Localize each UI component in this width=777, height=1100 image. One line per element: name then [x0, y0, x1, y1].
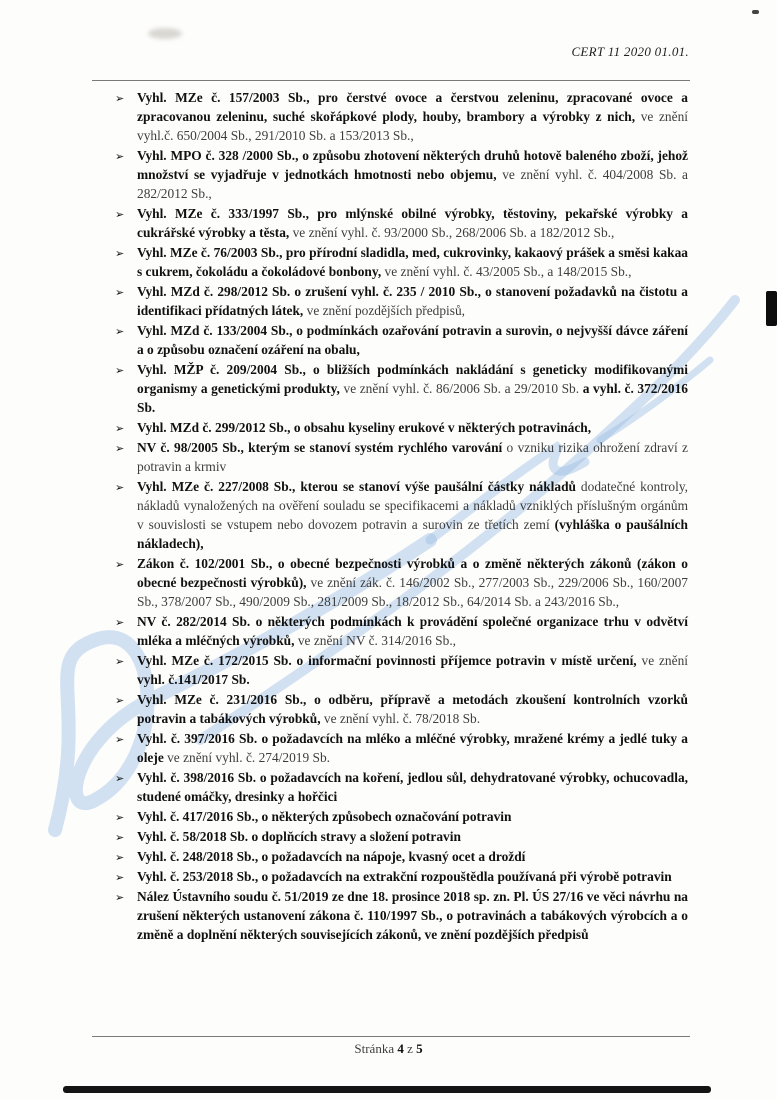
arrow-bullet-icon: ➢ — [115, 772, 125, 785]
scan-artifact-top — [752, 10, 759, 14]
text-segment: Vyhl. č. 398/2016 Sb. o požadavcích na koření, jedlou sůl, dehydratované výrobky, ochucovadla, studené omáčky, dresinky a hořčici — [137, 770, 688, 804]
text-segment: NV č. 98/2005 Sb., kterým se stanoví systém rychlého varování — [137, 440, 503, 455]
regulation-text — [137, 829, 461, 844]
regulation-list — [115, 88, 688, 945]
text-segment: ve znění — [636, 653, 688, 668]
arrow-bullet-icon: ➢ — [115, 92, 125, 105]
text-segment: ve znění vyhl.č. 650/2004 Sb., 291/2010 Sb. a 153/2013 Sb., — [137, 109, 688, 143]
regulation-item — [115, 554, 688, 611]
text-segment: Vyhl. MZd č. 298/2012 Sb. o zrušení vyhl. č. 235 / 2010 Sb., o stanovení požadavků na čistotu a identifikaci přídatných látek, — [137, 284, 688, 318]
text-segment: Vyhl. MZe č. 172/2015 Sb. o informační povinnosti příjemce potravin v místě určení, — [137, 653, 637, 668]
text-segment: o vzniku rizika ohrožení zdraví z potravin a krmiv — [137, 440, 688, 474]
regulation-text — [137, 869, 672, 884]
regulation-text — [137, 556, 688, 609]
arrow-bullet-icon: ➢ — [115, 891, 125, 904]
regulation-item — [115, 438, 688, 476]
text-segment: ve znění vyhl. č. 274/2019 Sb. — [163, 750, 331, 765]
regulation-item — [115, 243, 688, 281]
text-segment: ve znění zák. č. 146/2002 Sb., 277/2003 Sb., 229/2006 Sb., 160/2007 Sb., 378/2007 Sb., 490/2009 Sb., 281/2009 Sb., 18/2012 Sb., 64/2014 Sb. a 243/2016 Sb., — [137, 575, 688, 609]
regulation-item — [115, 204, 688, 242]
arrow-bullet-icon: ➢ — [115, 325, 125, 338]
regulation-text — [137, 849, 525, 864]
regulation-item — [115, 827, 688, 846]
regulation-item — [115, 729, 688, 767]
regulation-item — [115, 807, 688, 826]
text-segment: Vyhl. MZe č. 227/2008 Sb., kterou se stanoví výše paušální částky nákladů — [137, 479, 576, 494]
text-segment: a vyhl. č. 372/2016 Sb. — [137, 381, 688, 415]
regulation-item — [115, 146, 688, 203]
regulation-text — [137, 206, 688, 240]
text-segment: 4 — [397, 1041, 404, 1056]
arrow-bullet-icon: ➢ — [115, 851, 125, 864]
text-segment: ve znění pozdějších předpisů, — [303, 303, 466, 318]
text-segment: ve znění NV č. 314/2016 Sb., — [294, 633, 457, 648]
text-segment: Vyhl. č. 417/2016 Sb., o některých způsobech označování potravin — [137, 809, 512, 824]
text-segment: Vyhl. MŽP č. 209/2004 Sb., o bližších podmínkách nakládání s geneticky modifikovanými organismy a genetickými produkty, — [137, 362, 688, 396]
regulation-text — [137, 809, 511, 824]
regulation-item — [115, 887, 688, 944]
arrow-bullet-icon: ➢ — [115, 811, 125, 824]
text-segment: Vyhl. č. 58/2018 Sb. o doplňcích stravy a složení potravin — [137, 829, 461, 844]
arrow-bullet-icon: ➢ — [115, 247, 125, 260]
regulation-text — [137, 362, 688, 415]
regulation-item — [115, 690, 688, 728]
text-segment: Vyhl. č. 253/2018 Sb., o požadavcích na extrakční rozpouštědla používaná při výrobě potravin — [137, 869, 672, 884]
arrow-bullet-icon: ➢ — [115, 422, 125, 435]
regulation-item — [115, 282, 688, 320]
text-segment: vyhl. č.141/2017 Sb. — [137, 672, 250, 687]
header-divider — [92, 80, 690, 81]
text-segment: ve znění vyhl. č. 93/2000 Sb., 268/2006 Sb. a 182/2012 Sb., — [289, 225, 615, 240]
text-segment: dodatečné kontroly, nákladů vynaložených na ověření souladu se specifikacemi a nákladů vzniklých příslušným orgánům v souvislosti se vstupem nebo dovozem potravin a surovin ze třetích zemí — [137, 479, 689, 532]
text-segment: NV č. 282/2014 Sb. o některých podmínkách k provádění společné organizace trhu v odvětví mléka a mléčných výrobků, — [137, 614, 688, 648]
arrow-bullet-icon: ➢ — [115, 616, 125, 629]
text-segment: Vyhl. MZe č. 76/2003 Sb., pro přírodní sladidla, med, cukrovinky, kakaový prášek a směsi kakaa s cukrem, čokoládu a čokoládové bonbony, — [137, 245, 688, 279]
arrow-bullet-icon: ➢ — [115, 442, 125, 455]
arrow-bullet-icon: ➢ — [115, 208, 125, 221]
text-segment: ve znění vyhl. č. 86/2006 Sb. a 29/2010 Sb. — [339, 381, 580, 396]
text-segment: Zákon č. 102/2001 Sb., o obecné bezpečnosti výrobků a o změně některých zákonů (zákon o obecné bezpečnosti výrobků), — [137, 556, 688, 590]
regulation-text — [137, 90, 688, 143]
regulation-item — [115, 418, 688, 437]
regulation-text — [137, 653, 688, 687]
text-segment: Vyhl. č. 248/2018 Sb., o požadavcích na nápoje, kvasný ocet a droždí — [137, 849, 526, 864]
regulation-text — [137, 889, 688, 942]
regulation-item — [115, 477, 688, 553]
regulation-text — [137, 614, 688, 648]
text-segment: Vyhl. MZd č. 133/2004 Sb., o podmínkách ozařování potravin a surovin, o nejvyšší dávce záření a o způsobu označení ozáření na obalu, — [137, 323, 688, 357]
regulation-text — [137, 440, 688, 474]
text-segment: ve znění vyhl. č. 43/2005 Sb., a 148/2015 Sb., — [381, 264, 632, 279]
arrow-bullet-icon: ➢ — [115, 150, 125, 163]
regulation-text — [137, 692, 688, 726]
regulation-text — [137, 245, 688, 279]
text-segment: (vyhláška o paušálních nákladech), — [137, 517, 688, 551]
arrow-bullet-icon: ➢ — [115, 871, 125, 884]
page-number-text — [354, 1041, 422, 1056]
regulation-text — [137, 148, 688, 201]
arrow-bullet-icon: ➢ — [115, 286, 125, 299]
scan-artifact-bottom — [63, 1086, 711, 1093]
footer-divider — [92, 1036, 690, 1037]
document-code: CERT 11 2020 01.01. — [571, 44, 689, 59]
arrow-bullet-icon: ➢ — [115, 364, 125, 377]
regulation-item — [115, 360, 688, 417]
text-segment: ve znění vyhl. č. 404/2008 Sb. a 282/2012 Sb., — [137, 167, 688, 201]
regulation-text — [137, 284, 688, 318]
text-segment: Vyhl. č. 397/2016 Sb. o požadavcích na mléko a mléčné výrobky, mražené krémy a jedlé tuky a oleje — [137, 731, 688, 765]
regulation-text — [137, 420, 591, 435]
scan-artifact-right — [766, 291, 777, 326]
arrow-bullet-icon: ➢ — [115, 655, 125, 668]
text-segment: Vyhl. MZd č. 299/2012 Sb., o obsahu kyseliny erukové v některých potravinách, — [137, 420, 592, 435]
regulation-text — [137, 770, 688, 804]
text-segment: Nález Ústavního soudu č. 51/2019 ze dne 18. prosince 2018 sp. zn. Pl. ÚS 27/16 ve věci návrhu na zrušení některých ustanovení zákona č. 110/1997 Sb., o potravinách a tabákových výrobcích a o změně a doplnění některých souvisejících zákonů, ve znění pozdějších předpisů — [137, 889, 688, 942]
text-segment: Stránka — [354, 1041, 398, 1056]
text-segment: Vyhl. MPO č. 328 /2000 Sb., o způsobu zhotovení některých druhů hotově baleného zboží, jehož množství se vyjadřuje v jednotkách hmotnosti nebo objemu, — [137, 148, 688, 182]
regulation-text — [137, 479, 688, 551]
regulation-item — [115, 847, 688, 866]
scan-smudge — [148, 28, 182, 39]
text-segment: ve znění vyhl. č. 78/2018 Sb. — [320, 711, 481, 726]
regulation-item — [115, 321, 688, 359]
regulation-item — [115, 651, 688, 689]
arrow-bullet-icon: ➢ — [115, 694, 125, 707]
regulation-item — [115, 768, 688, 806]
regulation-text — [137, 731, 688, 765]
regulation-item — [115, 612, 688, 650]
text-segment: z — [403, 1041, 417, 1056]
regulation-item — [115, 867, 688, 886]
arrow-bullet-icon: ➢ — [115, 481, 125, 494]
text-segment: Vyhl. MZe č. 231/2016 Sb., o odběru, přípravě a metodách zkoušení kontrolních vzorků potravin a tabákových výrobků, — [137, 692, 688, 726]
text-segment: Vyhl. MZe č. 333/1997 Sb., pro mlýnské obilné výrobky, těstoviny, pekařské výrobky a cukrářské výrobky a těsta, — [137, 206, 688, 240]
page-number — [0, 1041, 777, 1057]
arrow-bullet-icon: ➢ — [115, 558, 125, 571]
regulation-text — [137, 323, 688, 357]
arrow-bullet-icon: ➢ — [115, 733, 125, 746]
regulation-item — [115, 88, 688, 145]
arrow-bullet-icon: ➢ — [115, 831, 125, 844]
text-segment: Vyhl. MZe č. 157/2003 Sb., pro čerstvé ovoce a čerstvou zeleninu, zpracované ovoce a zpracovanou zeleninu, suché skořápkové plody, houby, brambory a výrobky z nich, — [137, 90, 688, 124]
text-segment: 5 — [416, 1041, 423, 1056]
